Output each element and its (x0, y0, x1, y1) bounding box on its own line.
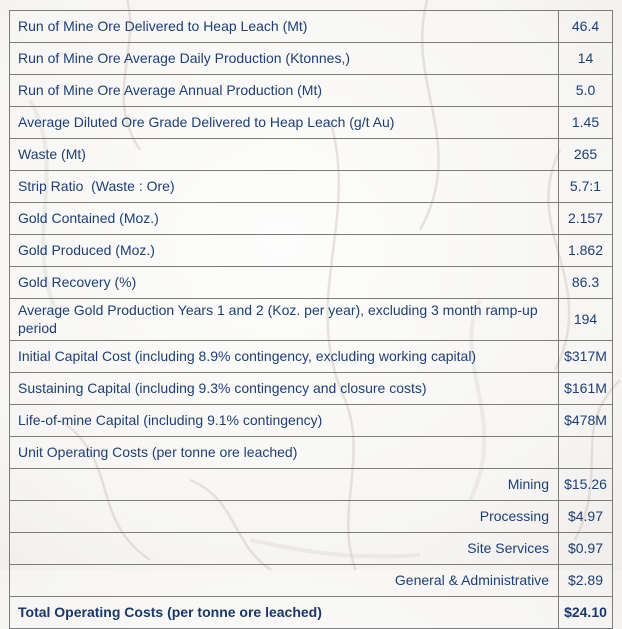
table-row (10, 372, 613, 404)
row-label: Mining (10, 468, 559, 500)
row-label: Unit Operating Costs (per tonne ore leached) (10, 436, 559, 468)
row-value: 265 (559, 139, 613, 171)
row-label: Initial Capital Cost (including 8.9% contingency, excluding working capital) (10, 340, 559, 372)
row-value: 5.0 (559, 75, 613, 107)
row-label: Run of Mine Ore Average Annual Production (Mt) (10, 75, 559, 107)
table-row (10, 267, 613, 299)
row-value: $478M (559, 404, 613, 436)
table-row (10, 11, 613, 43)
row-label: Gold Produced (Moz.) (10, 235, 559, 267)
row-label: Average Diluted Ore Grade Delivered to Heap Leach (g/t Au) (10, 107, 559, 139)
row-value: 14 (559, 43, 613, 75)
table-row (10, 139, 613, 171)
row-value: $4.97 (559, 500, 613, 532)
row-value: $15.26 (559, 468, 613, 500)
row-value: 46.4 (559, 11, 613, 43)
table-row (10, 468, 613, 500)
table-row (10, 171, 613, 203)
row-label: Total Operating Costs (per tonne ore leached) (10, 596, 559, 628)
table-row (10, 564, 613, 596)
row-value (559, 436, 613, 468)
table-row (10, 75, 613, 107)
row-value: $161M (559, 372, 613, 404)
table-row (10, 235, 613, 267)
table-row (10, 107, 613, 139)
row-label: Sustaining Capital (including 9.3% contingency and closure costs) (10, 372, 559, 404)
row-label: Waste (Mt) (10, 139, 559, 171)
row-value: $0.97 (559, 532, 613, 564)
row-value: $2.89 (559, 564, 613, 596)
row-label: Average Gold Production Years 1 and 2 (Koz. per year), excluding 3 month ramp-up period (10, 299, 559, 341)
row-label: Gold Contained (Moz.) (10, 203, 559, 235)
row-value: 1.862 (559, 235, 613, 267)
mine-parameters-table (9, 10, 613, 629)
table-row (10, 203, 613, 235)
table-row (10, 43, 613, 75)
row-value: $24.10 (559, 596, 613, 628)
row-label: General & Administrative (10, 564, 559, 596)
row-label: Site Services (10, 532, 559, 564)
table-row (10, 340, 613, 372)
row-label: Run of Mine Ore Average Daily Production (Ktonnes,) (10, 43, 559, 75)
table-row (10, 299, 613, 341)
table-row (10, 500, 613, 532)
row-value: 194 (559, 299, 613, 341)
row-label: Strip Ratio (Waste : Ore) (10, 171, 559, 203)
table-row-total (10, 596, 613, 628)
row-value: 1.45 (559, 107, 613, 139)
row-value: 86.3 (559, 267, 613, 299)
row-label: Life-of-mine Capital (including 9.1% contingency) (10, 404, 559, 436)
row-value: 5.7:1 (559, 171, 613, 203)
table-row (10, 404, 613, 436)
row-label: Gold Recovery (%) (10, 267, 559, 299)
row-label: Processing (10, 500, 559, 532)
table-row (10, 436, 613, 468)
row-label: Run of Mine Ore Delivered to Heap Leach (Mt) (10, 11, 559, 43)
row-value: $317M (559, 340, 613, 372)
row-value: 2.157 (559, 203, 613, 235)
table-row (10, 532, 613, 564)
